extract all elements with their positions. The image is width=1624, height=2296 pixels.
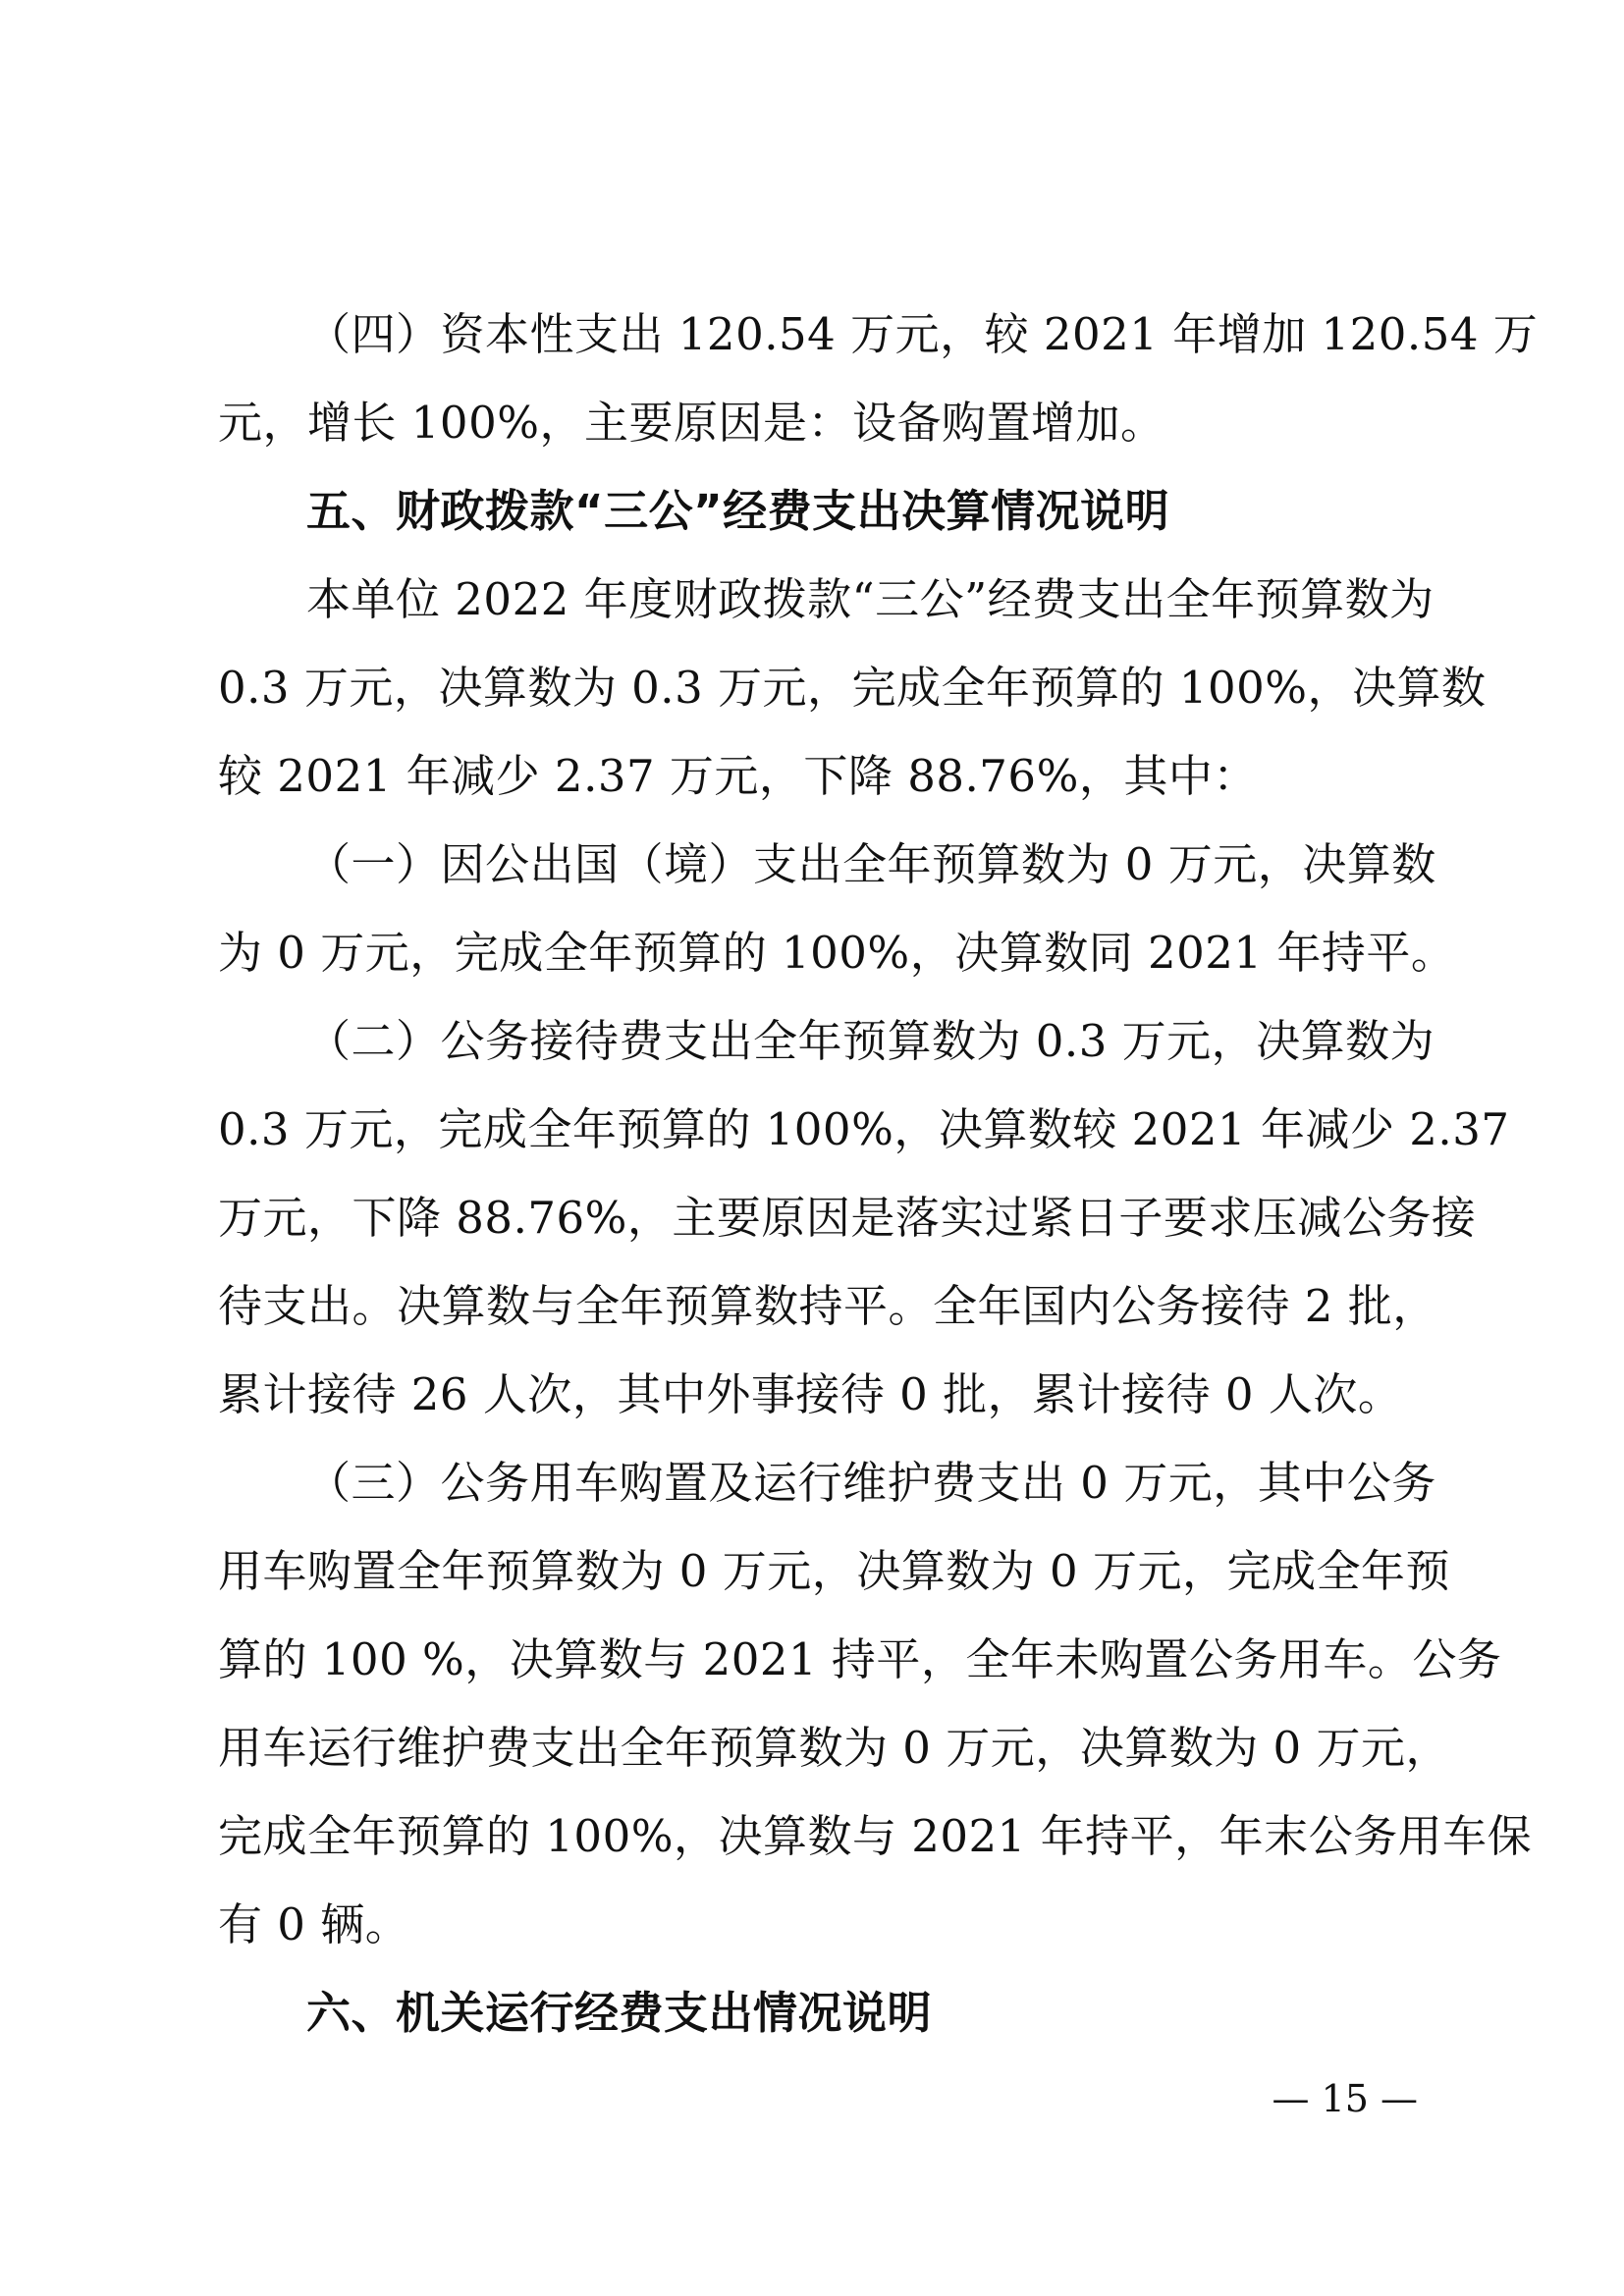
paragraph-line: 用车运行维护费支出全年预算数为 0 万元，决算数为 0 万元， (218, 1722, 1450, 1774)
paragraph-line: 待支出。决算数与全年预算数持平。全年国内公务接待 2 批， (218, 1280, 1437, 1332)
paragraph-line: 本单位 2022 年度财政拨款“三公”经费支出全年预算数为 (306, 573, 1435, 625)
paragraph-line: 元，增长 100%，主要原因是：设备购置增加。 (218, 397, 1165, 449)
paragraph-line: 万元，下降 88.76%，主要原因是落实过紧日子要求压减公务接 (218, 1192, 1477, 1244)
page-number: — 15 — (1272, 2077, 1418, 2120)
paragraph-line: 有 0 辆。 (218, 1898, 410, 1950)
paragraph-line: 用车购置全年预算数为 0 万元，决算数为 0 万元，完成全年预 (218, 1545, 1450, 1597)
paragraph-line: （三）公务用车购置及运行维护费支出 0 万元，其中公务 (306, 1457, 1436, 1509)
paragraph-line: （四）资本性支出 120.54 万元，较 2021 年增加 120.54 万 (306, 308, 1539, 360)
paragraph-line: 较 2021 年减少 2.37 万元，下降 88.76%，其中： (218, 750, 1258, 802)
paragraph-line: 完成全年预算的 100%，决算数与 2021 年持平，年末公务用车保 (218, 1810, 1533, 1862)
section-heading: 六、机关运行经费支出情况说明 (306, 1987, 933, 2039)
paragraph-line: 算的 100 %，决算数与 2021 持平，全年未购置公务用车。公务 (218, 1633, 1502, 1685)
section-heading: 五、财政拨款“三公”经费支出决算情况说明 (306, 485, 1170, 537)
document-body (218, 291, 1539, 2057)
paragraph-line: 0.3 万元，决算数为 0.3 万元，完成全年预算的 100%，决算数 (218, 662, 1487, 714)
paragraph-line: 累计接待 26 人次，其中外事接待 0 批，累计接待 0 人次。 (218, 1368, 1403, 1420)
paragraph-line: （一）因公出国（境）支出全年预算数为 0 万元，决算数 (306, 838, 1436, 890)
paragraph-line: （二）公务接待费支出全年预算数为 0.3 万元，决算数为 (306, 1015, 1435, 1067)
paragraph-line: 为 0 万元，完成全年预算的 100%，决算数同 2021 年持平。 (218, 927, 1456, 979)
paragraph-line: 0.3 万元，完成全年预算的 100%，决算数较 2021 年减少 2.37 (218, 1103, 1510, 1155)
